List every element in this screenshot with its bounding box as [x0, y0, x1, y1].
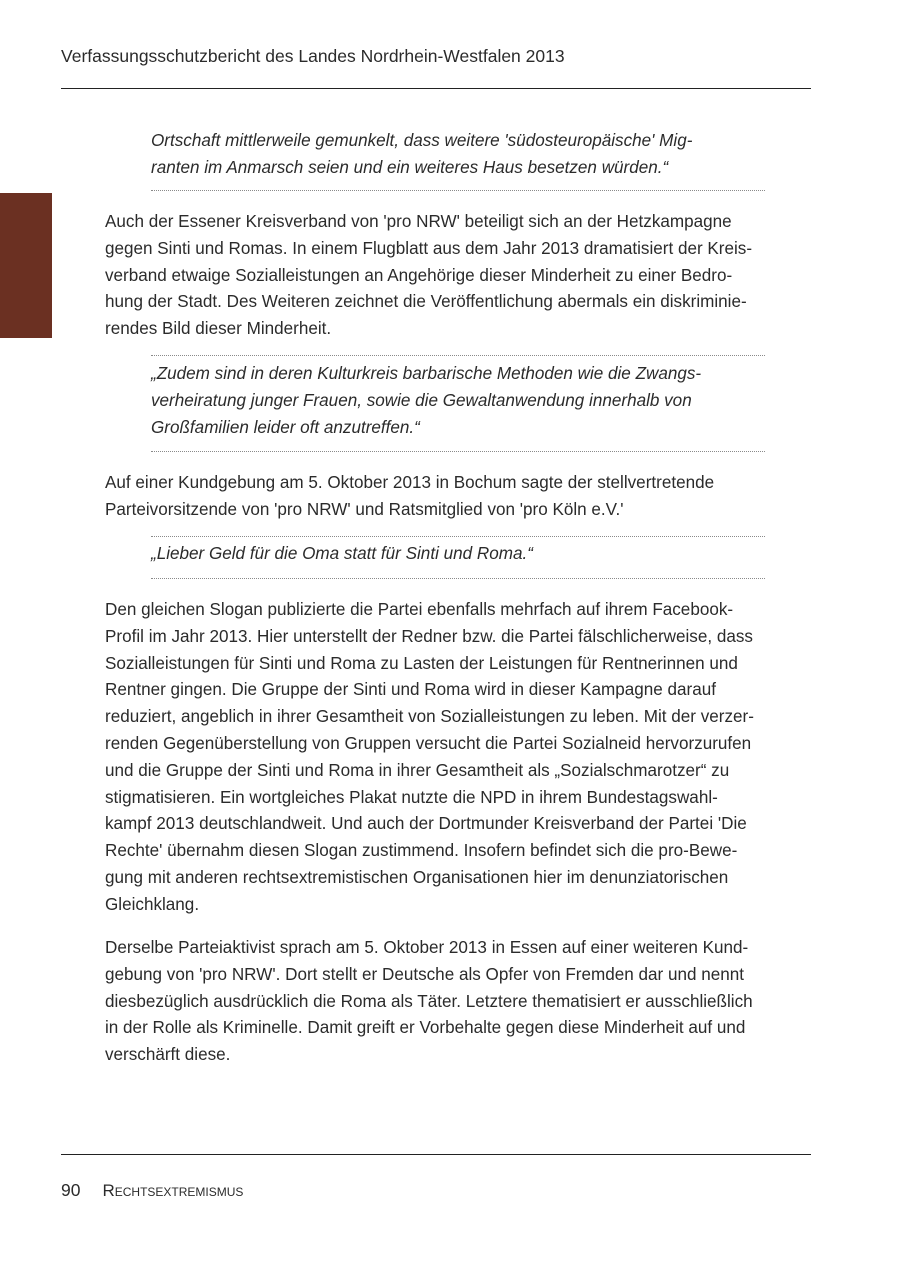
paragraph-line: und die Gruppe der Sinti und Roma in ihrer Gesamtheit als „Sozialschmarotzer“ zu: [105, 760, 730, 780]
paragraph-line: Gleichklang.: [105, 894, 200, 914]
paragraph-1: [105, 209, 815, 343]
quote-divider-dotted: [151, 536, 765, 537]
quote-line: Großfamilien leider oft anzutreffen.“: [151, 417, 420, 437]
paragraph-line: verband etwaige Sozialleistungen an Angehörige dieser Minderheit zu einer Bedro-: [105, 265, 733, 285]
paragraph-line: Parteivorsitzende von 'pro NRW' und Ratsmitglied von 'pro Köln e.V.': [105, 499, 624, 519]
footer-rule: [61, 1154, 811, 1155]
paragraph-line: Derselbe Parteiaktivist sprach am 5. Oktober 2013 in Essen auf einer weiteren Kund-: [105, 938, 749, 957]
section-name: Rechtsextremismus: [102, 1181, 244, 1200]
paragraph-line: hung der Stadt. Des Weiteren zeichnet die Veröffentlichung abermals ein diskriminie-: [105, 292, 747, 312]
quote-block-3: [151, 541, 765, 568]
running-header-title: Verfassungsschutzbericht des Landes Nordrhein-Westfalen 2013: [61, 46, 565, 66]
paragraph-line: Rentner gingen. Die Gruppe der Sinti und Roma wird in dieser Kampagne darauf: [105, 680, 716, 700]
paragraph-line: diesbezüglich ausdrücklich die Roma als Täter. Letztere thematisiert er ausschließlich: [105, 991, 753, 1011]
page-number: 90: [61, 1180, 81, 1200]
quote-line: ranten im Anmarsch seien und ein weiteres Haus besetzen würden.“: [151, 157, 669, 177]
quote-divider-dotted: [151, 355, 765, 356]
quote-block-2: [151, 361, 765, 441]
paragraph-4: [105, 935, 815, 1069]
paragraph-line: gung mit anderen rechtsextremistischen Organisationen hier im denunziatorischen: [105, 867, 729, 887]
paragraph-line: Den gleichen Slogan publizierte die Partei ebenfalls mehrfach auf ihrem Facebook-: [105, 600, 734, 619]
paragraph-line: verschärft diese.: [105, 1045, 231, 1065]
quote-divider-dotted: [151, 451, 765, 452]
paragraph-line: in der Rolle als Kriminelle. Damit greift er Vorbehalte gegen diese Minderheit auf und: [105, 1018, 746, 1038]
header-rule: [61, 88, 811, 89]
quote-divider-dotted: [151, 578, 765, 579]
quote-divider-dotted: [151, 190, 765, 191]
paragraph-line: Rechte' übernahm diesen Slogan zustimmend. Insofern befindet sich die pro-Bewe-: [105, 841, 738, 861]
quote-line: Ortschaft mittlerweile gemunkelt, dass weitere 'südosteuropäische' Mig-: [151, 131, 693, 150]
paragraph-line: stigmatisieren. Ein wortgleiches Plakat nutzte die NPD in ihrem Bundestagswahl-: [105, 787, 718, 807]
chapter-side-tab: [0, 193, 52, 338]
page-footer: [61, 1180, 243, 1201]
quote-block-1: [151, 128, 765, 182]
paragraph-line: Auch der Essener Kreisverband von 'pro NRW' beteiligt sich an der Hetzkampagne: [105, 212, 732, 231]
paragraph-line: rendes Bild dieser Minderheit.: [105, 319, 332, 339]
quote-line: „Lieber Geld für die Oma statt für Sinti und Roma.“: [151, 544, 533, 563]
paragraph-2: [105, 470, 815, 524]
paragraph-line: Profil im Jahr 2013. Hier unterstellt der Redner bzw. die Partei fälschlicherweise, dass: [105, 626, 753, 646]
paragraph-line: kampf 2013 deutschlandweit. Und auch der Dortmunder Kreisverband der Partei 'Die: [105, 814, 747, 834]
quote-line: „Zudem sind in deren Kulturkreis barbarische Methoden wie die Zwangs-: [151, 364, 702, 383]
paragraph-line: reduziert, angeblich in ihrer Gesamtheit von Sozialleistungen zu leben. Mit der verzer-: [105, 707, 754, 727]
paragraph-line: renden Gegenüberstellung von Gruppen versucht die Partei Sozialneid hervorzurufen: [105, 733, 752, 753]
paragraph-line: gegen Sinti und Romas. In einem Flugblatt aus dem Jahr 2013 dramatisiert der Kreis-: [105, 238, 753, 258]
paragraph-line: gebung von 'pro NRW'. Dort stellt er Deutsche als Opfer von Fremden dar und nennt: [105, 964, 745, 984]
paragraph-line: Sozialleistungen für Sinti und Roma zu Lasten der Leistungen für Rentnerinnen und: [105, 653, 738, 673]
quote-line: verheiratung junger Frauen, sowie die Gewaltanwendung innerhalb von: [151, 390, 692, 410]
paragraph-line: Auf einer Kundgebung am 5. Oktober 2013 in Bochum sagte der stellvertretende: [105, 473, 715, 492]
paragraph-3: [105, 597, 815, 919]
